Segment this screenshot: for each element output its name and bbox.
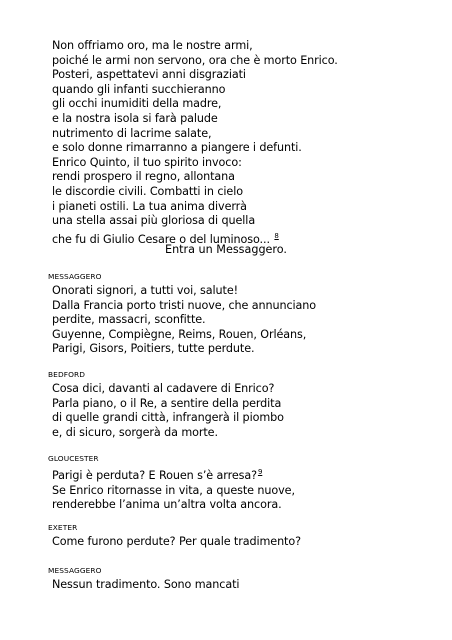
speaker-name: BEDFORD — [48, 370, 86, 379]
speech-block — [52, 284, 316, 357]
speech-block — [52, 578, 239, 593]
verse-line — [52, 465, 295, 484]
verse-line: una stella assai più gloriosa di quella — [52, 214, 256, 228]
verse-line: Nessun tradimento. Sono mancati — [52, 578, 240, 591]
verse-line: Cosa dici, davanti al cadavere di Enrico? — [52, 382, 275, 395]
verse-line-text: Parigi è perduta? E Rouen s’è arresa? — [52, 469, 257, 482]
footnote-link[interactable]: 9 — [257, 468, 263, 476]
speaker-name: EXETER — [48, 523, 78, 532]
speech-block — [52, 382, 284, 440]
verse-line: Parigi, Gisors, Poitiers, tutte perdute. — [52, 342, 255, 356]
stage-direction: Entra un Messaggero. — [165, 243, 287, 256]
speaker-name: MESSAGGERO — [48, 272, 102, 281]
verse-line: Come furono perdute? Per quale tradimento? — [52, 535, 301, 548]
footnote-link[interactable]: 8 — [274, 231, 279, 240]
verse-line: e la nostra isola si farà palude — [52, 111, 218, 125]
verse-line: Posteri, aspettatevi anni disgraziati — [52, 68, 246, 82]
verse-line: nutrimento di lacrime salate, — [52, 126, 212, 140]
verse-line: rendi prospero il regno, allontana — [52, 170, 235, 184]
speech-block — [52, 465, 295, 513]
verse-line: renderebbe l’anima un’altra volta ancora. — [52, 498, 282, 512]
verse-line: Parla piano, o il Re, a sentire della perdita — [52, 396, 282, 410]
verse-line: Non offriamo oro, ma le nostre armi, — [52, 39, 253, 52]
speech-block — [52, 39, 338, 247]
verse-line-text: che fu di Giulio Cesare o del luminoso... — [52, 232, 270, 246]
verse-line: Onorati signori, a tutti voi, salute! — [52, 284, 238, 297]
verse-line: Guyenne, Compiègne, Reims, Rouen, Orléans, — [52, 327, 307, 341]
verse-line: e, di sicuro, sorgerà da morte. — [52, 425, 218, 439]
verse-line: i pianeti ostili. La tua anima diverrà — [52, 199, 247, 213]
verse-line: quando gli infanti succhieranno — [52, 82, 226, 96]
verse-line: le discordie civili. Combatti in cielo — [52, 184, 243, 198]
verse-line: e solo donne rimarranno a piangere i defunti. — [52, 141, 302, 155]
verse-line: gli occhi inumiditi della madre, — [52, 97, 222, 111]
verse-line: Dalla Francia porto tristi nuove, che annunciano — [52, 298, 317, 312]
speaker-name: GLOUCESTER — [48, 454, 99, 463]
verse-line: perdite, massacri, sconfitte. — [52, 313, 206, 327]
speaker-name: MESSAGGERO — [48, 566, 102, 575]
speech-block — [52, 535, 301, 550]
verse-line: poiché le armi non servono, ora che è morto Enrico. — [52, 53, 338, 67]
verse-line: Se Enrico ritornasse in vita, a queste nuove, — [52, 483, 295, 497]
verse-line: Enrico Quinto, il tuo spirito invoco: — [52, 155, 242, 169]
verse-line: di quelle grandi città, infrangerà il piombo — [52, 411, 284, 425]
